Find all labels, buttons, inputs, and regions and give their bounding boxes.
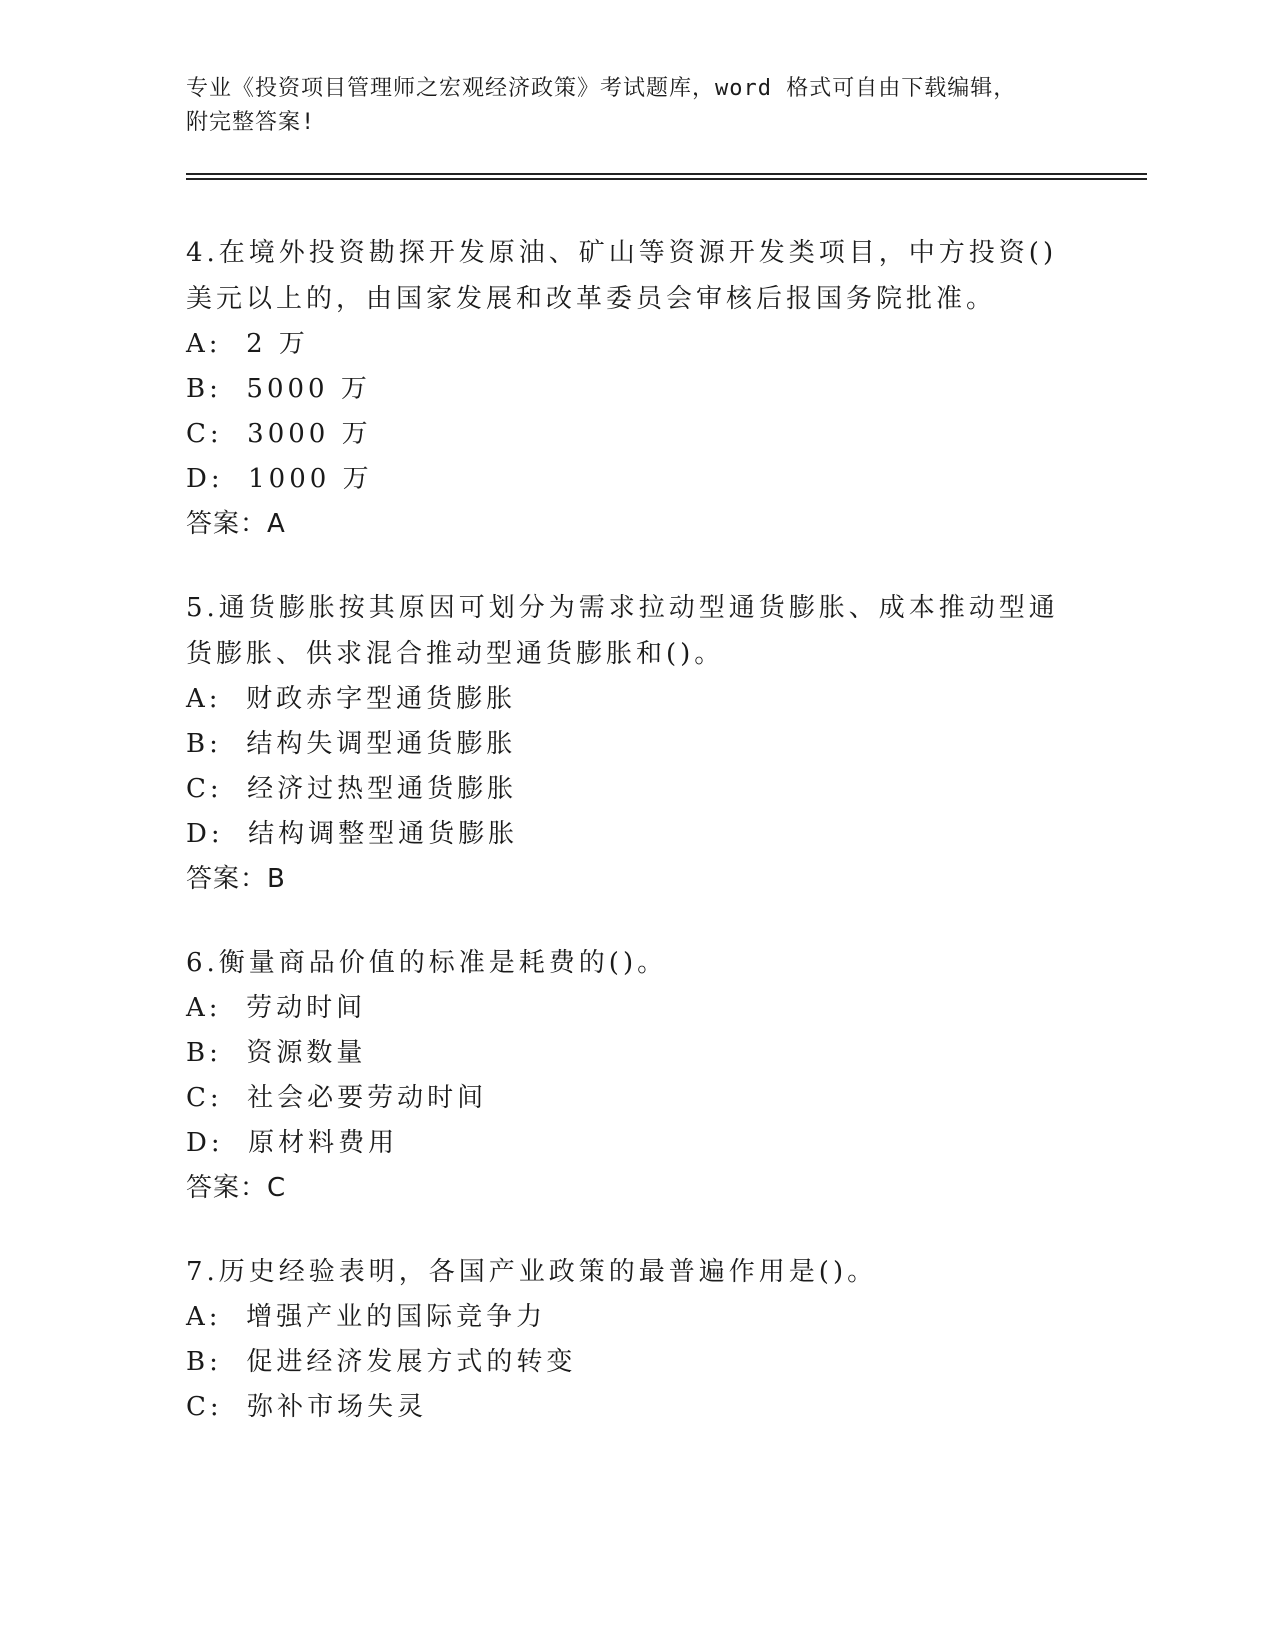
question-4	[186, 230, 1066, 547]
option-b: B: 结构失调型通货膨胀	[186, 729, 517, 759]
option-a: A: 财政赤字型通货膨胀	[186, 684, 517, 714]
answer-line: 答案：A	[186, 509, 286, 539]
header-line-2: 附完整答案!	[186, 110, 316, 135]
option-a: A: 增强产业的国际竞争力	[186, 1302, 547, 1332]
header-line-1: 专业《投资项目管理师之宏观经济政策》考试题库，word 格式可自由下载编辑，	[186, 76, 1017, 101]
option-d: D: 原材料费用	[186, 1128, 399, 1158]
header-rule-top	[186, 173, 1147, 175]
question-stem: 5.通货膨胀按其原因可划分为需求拉动型通货膨胀、成本推动型通货膨胀、供求混合推动型通货膨胀和()。	[186, 593, 1059, 669]
question-list	[186, 230, 1066, 1468]
option-c: C: 弥补市场失灵	[186, 1392, 428, 1422]
option-d: D: 1000 万	[186, 464, 373, 494]
answer-line: 答案：C	[186, 1173, 287, 1203]
header-rule-bottom	[186, 178, 1147, 180]
question-6	[186, 940, 1066, 1211]
document-header	[186, 72, 1146, 140]
option-b: B: 5000 万	[186, 374, 371, 404]
question-stem: 6.衡量商品价值的标准是耗费的()。	[186, 948, 668, 978]
question-stem: 7.历史经验表明，各国产业政策的最普遍作用是()。	[186, 1257, 878, 1287]
option-c: C: 经济过热型通货膨胀	[186, 774, 518, 804]
question-stem: 4.在境外投资勘探开发原油、矿山等资源开发类项目，中方投资()美元以上的，由国家发展和改革委员会审核后报国务院批准。	[186, 238, 1058, 314]
question-5	[186, 585, 1066, 902]
option-a: A: 劳动时间	[186, 993, 367, 1023]
option-a: A: 2 万	[186, 329, 309, 359]
option-b: B: 资源数量	[186, 1038, 367, 1068]
option-c: C: 3000 万	[186, 419, 372, 449]
answer-line: 答案：B	[186, 864, 286, 894]
option-d: D: 结构调整型通货膨胀	[186, 819, 519, 849]
question-7	[186, 1249, 1066, 1430]
option-c: C: 社会必要劳动时间	[186, 1083, 488, 1113]
option-b: B: 促进经济发展方式的转变	[186, 1347, 577, 1377]
